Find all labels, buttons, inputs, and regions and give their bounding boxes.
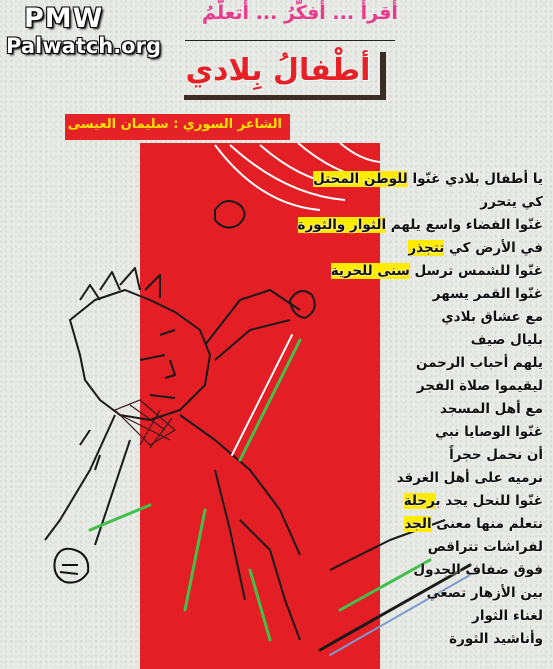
- poem-line: [283, 398, 543, 421]
- motto-heading: أقرأُ ... أفكّرُ ... أتعلّمُ: [202, 2, 398, 24]
- poem-line-plain: بين الأزهار تصغي: [426, 585, 543, 601]
- poem-line-highlight: للوطن المحتل: [313, 171, 408, 187]
- poem-line-highlight: رحلة: [403, 493, 436, 509]
- poem-line-text: [449, 631, 543, 647]
- poem-line-plain: لغناء الثوار: [472, 608, 543, 624]
- poem-line-plain: أن نحمل حجراً: [449, 447, 543, 463]
- poem-line-text: [416, 355, 543, 371]
- poem-line-text: [298, 217, 543, 233]
- poem-line-plain: يلهم أحباب الرحمن: [415, 355, 543, 371]
- poem-line: [283, 628, 543, 651]
- poem-line-highlight: تتجذر: [408, 240, 445, 256]
- poem-line-text: [435, 424, 543, 440]
- poem-line-plain: كي يتحرر: [480, 194, 543, 210]
- poem-line: [283, 260, 543, 283]
- poem-line-plain: مع أهل المسجد: [439, 401, 543, 417]
- poem-line-text: [471, 332, 543, 348]
- poem-line-text: [449, 447, 543, 463]
- poem-line-text: [417, 378, 543, 394]
- poem-line: [283, 444, 543, 467]
- poem-line-highlight: الثوار والثورة: [297, 217, 387, 233]
- poem-line-plain: غنّوا للنحل يجد ب: [435, 493, 543, 509]
- author-credit: الشاعر السوري : سليمان العيسى: [67, 117, 282, 132]
- poem-line-highlight: سنى للحرية: [330, 263, 410, 279]
- poem-line: [283, 214, 543, 237]
- poem-line: [283, 467, 543, 490]
- poem-line-plain: فوق ضفاف الجدول: [413, 562, 543, 578]
- fist-drawing: [54, 549, 88, 583]
- poem-line-text: [313, 171, 543, 187]
- poem-line-text: [397, 470, 543, 486]
- poem-line: [283, 605, 543, 628]
- poem-line-text: [433, 286, 543, 302]
- watermark-pmw: PMW: [24, 3, 104, 34]
- poem-line-plain: مع عشاق بلادي: [441, 309, 543, 325]
- poem-line-plain: وأناشيد الثورة: [449, 631, 543, 647]
- poem-line-highlight: الجد: [404, 516, 432, 532]
- poem-line-plain: نتعلم منها معنى: [431, 516, 543, 532]
- poem-line: [283, 237, 543, 260]
- poem-text: [283, 168, 543, 651]
- poem-line-text: [472, 608, 543, 624]
- watermark-site: Palwatch.org: [6, 34, 161, 58]
- page-title: أطْفالُ بِلادي: [185, 53, 371, 88]
- poem-line-plain: غنّوا للشمس ترسل: [409, 263, 543, 279]
- poem-line: [283, 421, 543, 444]
- poem-line-plain: في الأرض كي: [444, 240, 543, 256]
- poem-line-plain: نرميه على أهل الغرقد: [396, 470, 543, 486]
- poem-line-text: [427, 585, 543, 601]
- poem-line-text: [413, 562, 543, 578]
- poem-line-plain: بليال صيف: [470, 332, 543, 348]
- poem-line: [283, 306, 543, 329]
- poem-line: [283, 490, 543, 513]
- poem-line: [283, 582, 543, 605]
- scarf-scribble: [115, 400, 175, 448]
- poem-line-plain: يا أطفال بلادي غنّوا: [407, 171, 543, 187]
- poem-line-plain: غنّوا الفضاء واسع يلهم: [386, 217, 543, 233]
- poem-line-plain: غنّوا القمر يسهر: [432, 286, 543, 302]
- poem-line: [283, 191, 543, 214]
- poem-line-text: [480, 194, 543, 210]
- poem-line: [283, 352, 543, 375]
- poem-line-text: [331, 263, 543, 279]
- poem-line: [283, 168, 543, 191]
- poem-line: [283, 375, 543, 398]
- poem-line: [283, 283, 543, 306]
- poem-line-text: [441, 309, 543, 325]
- poem-line-plain: لفراشات تتراقص: [427, 539, 543, 555]
- poem-line: [283, 513, 543, 536]
- poem-line-text: [408, 240, 543, 256]
- poem-line-plain: غنّوا الوصايا نبي: [435, 424, 543, 440]
- poem-line-text: [404, 493, 543, 509]
- poem-line-text: [428, 539, 543, 555]
- poem-line-text: [404, 516, 543, 532]
- poem-line: [283, 329, 543, 352]
- poem-line: [283, 559, 543, 582]
- poem-line-text: [440, 401, 543, 417]
- poem-line-plain: ليقيموا صلاة الفجر: [416, 378, 543, 394]
- poem-line: [283, 536, 543, 559]
